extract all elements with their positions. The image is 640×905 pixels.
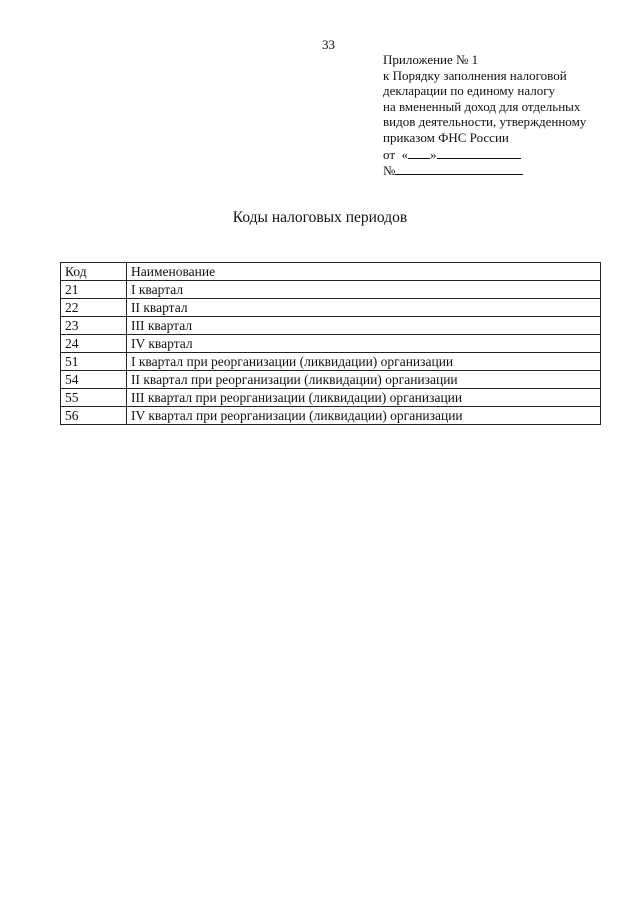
code-cell: 51 <box>61 353 127 371</box>
date-prefix: от <box>383 146 396 162</box>
tax-period-codes-table <box>60 262 601 425</box>
code-cell: 24 <box>61 335 127 353</box>
page-number: 33 <box>322 37 335 52</box>
column-header-name: Наименование <box>127 263 601 281</box>
table-row <box>61 299 601 317</box>
appendix-line: Приложение № 1 <box>383 52 479 67</box>
appendix-block <box>383 52 623 179</box>
name-cell: I квартал при реорганизации (ликвидации) организации <box>127 353 601 371</box>
order-date-line <box>383 146 623 163</box>
column-header-code: Код <box>61 263 127 281</box>
name-cell: IV квартал <box>127 335 601 353</box>
table-row <box>61 281 601 299</box>
code-cell: 21 <box>61 281 127 299</box>
table-row <box>61 407 601 425</box>
code-cell: 22 <box>61 299 127 317</box>
order-number-blank <box>395 162 523 175</box>
date-close-quote: » <box>430 146 437 162</box>
code-cell: 55 <box>61 389 127 407</box>
table-row <box>61 353 601 371</box>
name-cell: II квартал <box>127 299 601 317</box>
month-year-blank <box>437 146 521 159</box>
table-header-row <box>61 263 601 281</box>
code-cell: 23 <box>61 317 127 335</box>
code-cell: 54 <box>61 371 127 389</box>
code-cell: 56 <box>61 407 127 425</box>
name-cell: III квартал при реорганизации (ликвидации) организации <box>127 389 601 407</box>
name-cell: I квартал <box>127 281 601 299</box>
table-row <box>61 389 601 407</box>
name-cell: IV квартал при реорганизации (ликвидации) организации <box>127 407 601 425</box>
order-number-line <box>383 162 623 179</box>
document-title: Коды налоговых периодов <box>232 209 408 226</box>
table-row <box>61 371 601 389</box>
appendix-line: к Порядку заполнения налоговой <box>383 67 567 83</box>
number-prefix: № <box>383 163 396 179</box>
date-open-quote: « <box>401 146 409 162</box>
appendix-line: на вмененный доход для отдельных <box>383 98 581 114</box>
day-blank <box>408 146 430 159</box>
table-row <box>61 335 601 353</box>
appendix-line: видов деятельности, утвержденному <box>383 114 587 130</box>
appendix-line: декларации по единому налогу <box>383 83 556 99</box>
appendix-line: приказом ФНС России <box>383 129 509 145</box>
name-cell: III квартал <box>127 317 601 335</box>
table-row <box>61 317 601 335</box>
name-cell: II квартал при реорганизации (ликвидации) организации <box>127 371 601 389</box>
